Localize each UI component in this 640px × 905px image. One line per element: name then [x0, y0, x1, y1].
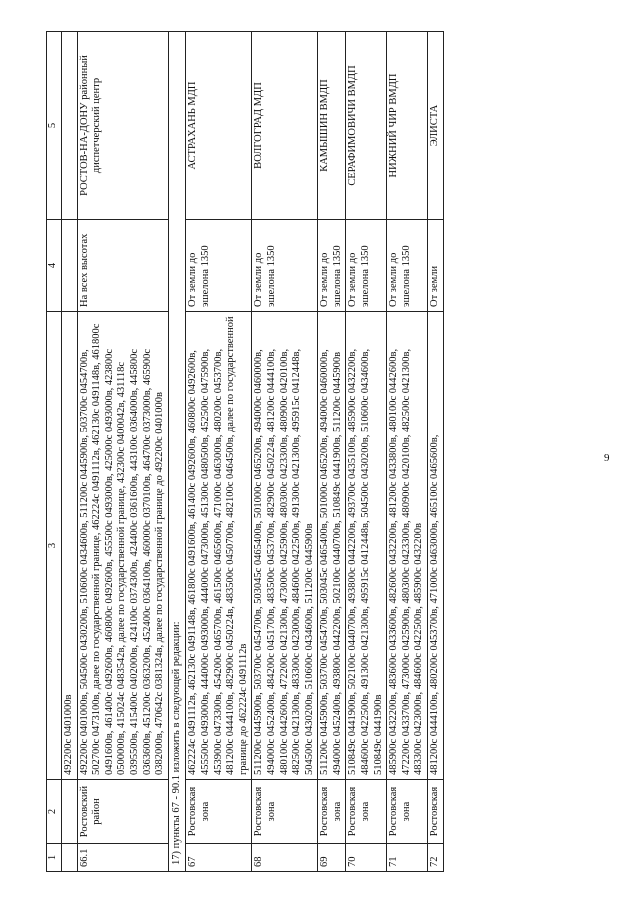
rotated-document	[46, 32, 606, 872]
header-row	[47, 32, 62, 872]
row-num: 70	[346, 844, 387, 872]
row-coords: 485900с 0432200в, 483600с 0433600в, 482600с 0432200в, 481200с 0433800в, 480100с 0442600в, 472200с 0433700в, 473000с 0425900в, 480300с 0423300в, 480900с 0420100в, 482500с 0421300в, 483300с 0423000в, 484600с 0422500в, 485900с 0432200в	[387, 312, 428, 780]
row-num: 69	[318, 844, 346, 872]
table-row	[252, 32, 318, 872]
row-num: 66.1	[77, 844, 168, 872]
row-coords: 510849с 0441900в, 502100с 0440700в, 493800с 0442200в, 493700с 0435100в, 485900с 0432200в, 484600с 0422500в, 491300с 0421300в, 495915с 0412448в, 504500с 0430200в, 510600с 0434600в, 510849с 0441900в	[346, 312, 387, 780]
row-heights: От земли до эшелона 1350	[318, 220, 346, 312]
row-region: Ростовская зона	[252, 780, 318, 844]
row-coords: 462224с 0491112в, 462130с 0491148в, 461800с 0491600в, 461400с 0492600в, 460800с 0492600в, 455500с 0493000в, 444000с 0493000в, 444000с 0473000в, 451300с 0480500в, 452500с 0475900в, 453900с 0473300в, 454200с 0465700в, 461500с 0465600в, 471000с 0463000в, 480200с 0453700в, 481200с 0444100в, 482900с 0450224в, 483500с 0450700в, 482100с 0464500в, далее по государственной границе до 462224с 0491112в	[186, 312, 252, 780]
row-heights: От земли	[428, 220, 444, 312]
row-heights	[62, 220, 78, 312]
row-center: КАМЫШИН ВМДП	[318, 32, 346, 220]
row-heights: От земли до эшелона 1350	[387, 220, 428, 312]
row-center: ЭЛИСТА	[428, 32, 444, 220]
row-region: Ростовская зона	[318, 780, 346, 844]
table-row	[318, 32, 346, 872]
row-coords: 511200с 0445900в, 503700с 0454700в, 503045с 0465400в, 501000с 0465200в, 494000с 0460000в, 494000с 0452400в, 484200с 0451700в, 483500с 0453700в, 482900с 0450224в, 481200с 0444100в, 480100с 0442600в, 472200с 0421300в, 473000с 0425900в, 480300с 0423300в, 480900с 0420100в, 482500с 0421300в, 483300с 0423000в, 484600с 0422500в, 491300с 0421300в, 495915с 0412448в, 504500с 0430200в, 510600с 0434600в, 511200с 0445900в	[252, 312, 318, 780]
row-region: Ростовская зона	[346, 780, 387, 844]
table-row	[186, 32, 252, 872]
header-col-1: 1	[47, 844, 62, 872]
row-region	[62, 780, 78, 844]
header-col-4: 4	[47, 220, 62, 312]
page-number: 9	[604, 452, 610, 464]
table-row	[62, 32, 78, 872]
row-heights: От земли до эшелона 1350	[186, 220, 252, 312]
row-coords: 492200с 0401000в, 504500с 0430200в, 510600с 0434600в, 511200с 0445900в, 503700с 0454700в, 502700с 0473100в, далее по государственной границе, 462224с 0491112в, 462130с 0491148в, 461800с 0491600в, 461400с 0492600в, 460800с 0492600в, 455500с 0493000в, 425000с 0493000в, 423800с 0500000в, 415024с 0483542в, далее по государственной границе, 432300с 0400042в, 431118с 0395500в, 415400с 0402000в, 424100с 0374300в, 424400с 0361600в, 443100с 0364000в, 445800с 0363600в, 451200с 0363200в, 452400с 0364100в, 460000с 0370100в, 464700с 0373000в, 465900с 0382000в, 470642с 0381324в, далее по государственной границе до 492200с 0401000в	[77, 312, 168, 780]
row-center: АСТРАХАНЬ МДП	[186, 32, 252, 220]
row-region: Ростовская	[428, 780, 444, 844]
row-heights: На всех высотах	[77, 220, 168, 312]
row-num: 68	[252, 844, 318, 872]
table-row	[77, 32, 168, 872]
row-coords: 511200с 0445900в, 503700с 0454700в, 503045с 0465400в, 501000с 0465200в, 494000с 0460000в, 494000с 0452400в, 493800с 0442200в, 502100с 0440700в, 510849с 0441900в, 511200с 0445900в	[318, 312, 346, 780]
row-center: СЕРАФИМОВИЧИ ВМДП	[346, 32, 387, 220]
header-col-3: 3	[47, 312, 62, 780]
row-num	[62, 844, 78, 872]
row-region: Ростовская зона	[186, 780, 252, 844]
row-heights: От земли до эшелона 1350	[346, 220, 387, 312]
amendment-note: 17) пункты 67 - 90.1 изложить в следующей редакции:	[168, 32, 186, 872]
header-col-5: 5	[47, 32, 62, 220]
row-center: НИЖНИЙ ЧИР ВМДП	[387, 32, 428, 220]
row-num: 67	[186, 844, 252, 872]
row-center	[62, 32, 78, 220]
row-region: Ростовская зона	[387, 780, 428, 844]
row-coords: 481200с 0444100в, 480200с 0453700в, 471000с 0463000в, 465100с 0465600в,	[428, 312, 444, 780]
row-num: 72	[428, 844, 444, 872]
row-num: 71	[387, 844, 428, 872]
row-heights: От земли до эшелона 1350	[252, 220, 318, 312]
table-row	[346, 32, 387, 872]
header-col-2: 2	[47, 780, 62, 844]
row-center: ВОЛГОГРАД МДП	[252, 32, 318, 220]
row-coords: 492200с 0401000в	[62, 312, 78, 780]
row-center: РОСТОВ-НА-ДОНУ районный диспетчерский центр	[77, 32, 168, 220]
amendment-row	[168, 32, 186, 872]
row-region: Ростовский район	[77, 780, 168, 844]
regulation-table	[46, 31, 444, 872]
table-row	[387, 32, 428, 872]
table-row	[428, 32, 444, 872]
